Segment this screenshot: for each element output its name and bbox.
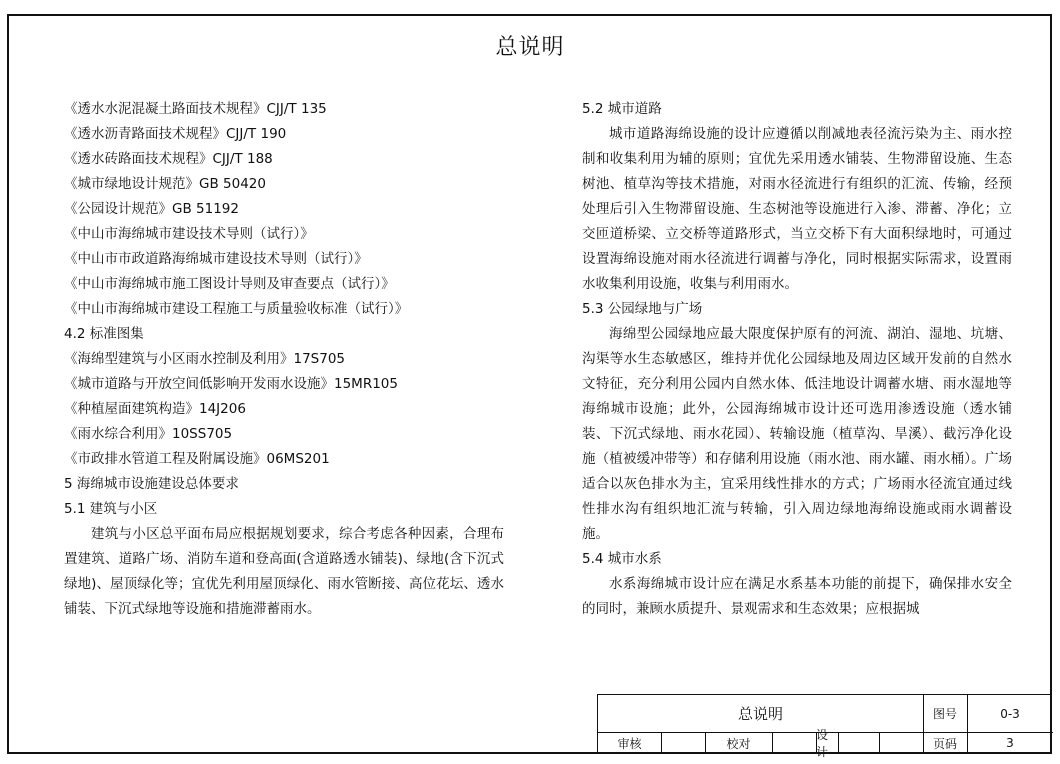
page-title: 总说明 xyxy=(495,35,565,60)
reference-item: 《公园设计规范》GB 51192 xyxy=(64,201,239,217)
title-block-jiaodui: 校对 xyxy=(726,736,751,751)
reference-item: 《中山市市政道路海绵城市建设技术导则（试行）》 xyxy=(64,251,368,267)
reference-item: 《雨水综合利用》10SS705 xyxy=(64,426,233,442)
left-column xyxy=(64,97,504,622)
reference-list-atlases xyxy=(64,347,504,472)
title-block-vline xyxy=(838,732,839,754)
section-5-4-text: 水系海绵城市设计应在满足水系基本功能的前提下，确保排水安全的同时，兼顾水质提升、景观需求和生态效果；应根据城 xyxy=(582,576,1012,617)
reference-item: 《种植屋面建筑构造》14J206 xyxy=(64,401,246,417)
section-5-4-heading: 5.4 城市水系 xyxy=(582,551,662,567)
section-5-2-text: 城市道路海绵设施的设计应遵循以削减地表径流污染为主、雨水控制和收集利用为辅的原则；宜优先采用透水铺装、生物滞留设施、生态树池、植草沟等技术措施，对雨水径流进行有组织的汇流、传输，经预处理后引入生物滞留设施、生态树池等设施进行入渗、滞蓄、净化；立交匝道桥梁、立交桥等道路形式，当立交桥下有大面积绿地时，可通过设置海绵设施对雨水径流进行调蓄与净化，同时根据实际需求，设置雨水收集利用设施，收集与利用雨水。 xyxy=(582,126,1012,292)
reference-item: 《中山市海绵城市建设技术导则（试行）》 xyxy=(64,226,314,242)
title-block-yema-value: 3 xyxy=(1006,736,1014,750)
section-4-2-heading: 4.2 标准图集 xyxy=(64,326,144,342)
right-column xyxy=(582,97,1012,622)
reference-item: 《海绵型建筑与小区雨水控制及利用》17S705 xyxy=(64,351,346,367)
reference-item: 《中山市海绵城市建设工程施工与质量验收标准（试行）》 xyxy=(64,301,409,317)
title-block-drawing-title: 总说明 xyxy=(737,705,783,723)
reference-item: 《透水砖路面技术规程》CJJ/T 188 xyxy=(64,151,273,167)
section-5-heading: 5 海绵城市设施建设总体要求 xyxy=(64,476,239,492)
section-5-1-text: 建筑与小区总平面布局应根据规划要求，综合考虑各种因素，合理布置建筑、道路广场、消防车道和登高面(含道路透水铺装)、绿地(含下沉式绿地)、屋顶绿化等；宜优先利用屋顶绿化、雨水管断接、高位花坛、透水铺装、下沉式绿地等设施和措施滞蓄雨水。 xyxy=(64,526,504,617)
reference-item: 《中山市海绵城市施工图设计导则及审查要点（试行）》 xyxy=(64,276,395,292)
title-block-sheji: 设计 xyxy=(816,728,829,759)
reference-item: 《城市道路与开放空间低影响开发雨水设施》15MR105 xyxy=(64,376,398,392)
reference-item: 《透水沥青路面技术规程》CJJ/T 190 xyxy=(64,126,287,142)
title-block-tuhao-value: 0-3 xyxy=(1000,706,1020,721)
reference-item: 《市政排水管道工程及附属设施》06MS201 xyxy=(64,451,330,467)
reference-item: 《城市绿地设计规范》GB 50420 xyxy=(64,176,266,192)
section-5-2-heading: 5.2 城市道路 xyxy=(582,101,662,117)
section-5-3-text: 海绵型公园绿地应最大限度保护原有的河流、湖泊、湿地、坑塘、沟渠等水生态敏感区，维持并优化公园绿地及周边区域开发前的自然水文特征，充分利用公园内自然水体、低洼地设计调蓄水塘、雨水湿地等海绵城市设施；此外，公园海绵城市设计还可选用渗透设施（透水铺装、下沉式绿地、雨水花园）、转输设施（植草沟、旱溪）、截污净化设施（植被缓冲带等）和存储利用设施（雨水池、雨水罐、雨水桶）。广场适合以灰色排水为主，宜采用线性排水的方式；广场雨水径流宜通过线性排水沟有组织地汇流与转输，引入周边绿地海绵设施或雨水调蓄设施。 xyxy=(582,326,1012,542)
title-block-vline xyxy=(661,732,662,754)
reference-item: 《透水水泥混凝土路面技术规程》CJJ/T 135 xyxy=(64,101,327,117)
title-block-vline xyxy=(772,732,773,754)
section-5-1-heading: 5.1 建筑与小区 xyxy=(64,501,158,517)
title-block-yema-label: 页码 xyxy=(932,736,957,751)
section-5-3-heading: 5.3 公园绿地与广场 xyxy=(582,301,703,317)
title-block-shenhe: 审核 xyxy=(617,736,642,751)
title-block-vline xyxy=(879,732,880,754)
title-block xyxy=(597,694,1052,759)
title-block-tuhao-label: 图号 xyxy=(932,707,957,721)
reference-list-standards xyxy=(64,97,504,322)
